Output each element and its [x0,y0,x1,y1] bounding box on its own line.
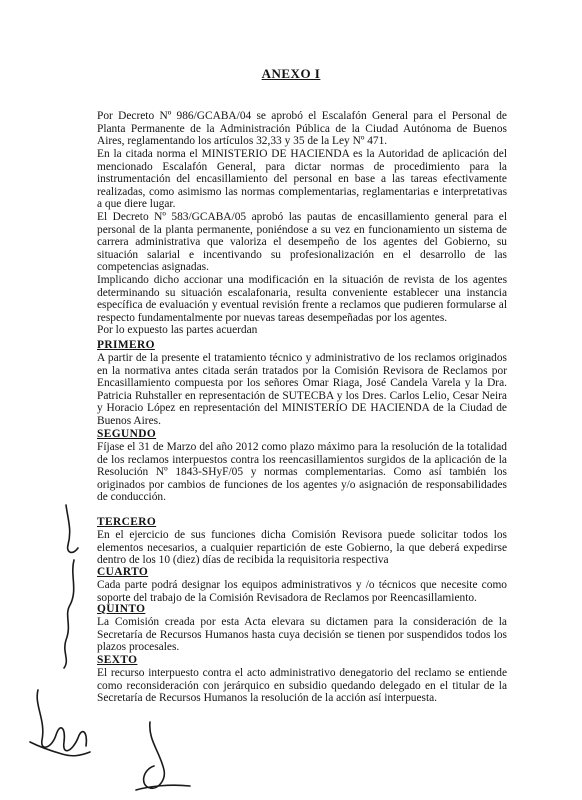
paragraph-ministerio-hacienda: En la citada norma el MINISTERIO DE HACIENDA es la Autoridad de aplicación del mencionado Escalafón General, para dictar normas de procedimiento para la instrumentación del encasillamiento del personal en base a las tareas efectivamente realizadas, como asimismo las normas complementarias, reglamentarias e interpretativas a que diere lugar. [97,148,507,211]
section-tercero-text: En el ejercicio de sus funciones dicha Comisión Revisora puede solicitar todos los elementos necesarios, a cualquier repartición de este Gobierno, la que deberá expedirse dentro de los 10 (diez) días de recibida la requisitoria respectiva [97,529,507,567]
section-segundo-text: Fíjase el 31 de Marzo del año 2012 como plazo máximo para la resolución de la totalidad de los reclamos interpuestos contra los reencasillamientos surgidos de la aplicación de la Resolución Nº 1843-SHyF/05 y normas complementarias. Como así también los originados por cambios de funciones de los agentes y/o asignación de responsabilidades de conducción. [97,441,507,504]
section-quinto-text: La Comisión creada por esta Acta elevara su dictamen para la consideración de la Secretaría de Recursos Humanos hasta cuya decisión se tienen por suspendidos todos los plazos procesales. [97,616,507,654]
section-cuarto-text: Cada parte podrá designar los equipos administrativos y /o técnicos que necesite como soporte del trabajo de la Comisión Revisadora de Reclamos por Reencasillamiento. [97,579,507,604]
heading-segundo: SEGUNDO [97,428,157,440]
paragraph-decreto-583: El Decreto Nº 583/GCABA/05 aprobó las pautas de encasillamiento general para el personal de la planta permanente, poniéndose a su vez en funcionamiento un sistema de carrera administrativa que valoriza el desempeño de los agentes del Gobierno, su situación salarial e incentivando su profesionalización en el desarrollo de las competencias asignadas. [97,211,507,274]
heading-sexto: SEXTO [97,654,138,666]
heading-cuarto: CUARTO [97,566,149,578]
section-primero-text: A partir de la presente el tratamiento técnico y administrativo de los reclamos originados en la normativa antes citada serán tratados por la Comisión Revisora de Reclamos por Encasillamiento compuesta por los señores Omar Riaga, José Candela Varela y la Dra. Patricia Ruhstaller en representación de SUTECBA y los Dres. Carlos Lelio, Cesar Neira y Horacio López en representación del MINISTERIO DE HACIENDA de la Ciudad de Buenos Aires. [97,352,507,427]
heading-quinto: QUINTO [97,603,146,615]
signature-mark-5 [144,722,165,788]
paragraph-implicando: Implicando dicho accionar una modificación en la situación de revista de los agentes determinando su situación escalafonaria, resulta conveniente establecer una instancia específica de evaluación y eventual revisión frente a reclamos que pudieren formularse al respecto fundamentalmente por nuevas tareas desempeñadas por los agentes. [97,274,507,324]
heading-primero: PRIMERO [97,339,155,351]
signature-mark-4 [30,742,90,756]
heading-tercero: TERCERO [97,516,157,528]
signature-mark-3 [37,690,86,751]
signature-mark-1 [66,505,78,552]
paragraph-decreto-986: Por Decreto Nº 986/GCABA/04 se aprobó el Escalafón General para el Personal de Planta Permanente de la Administración Pública de la Ciudad Autónoma de Buenos Aires, reglamentando los artículos 32,33 y 35 de la Ley Nº 471. [97,110,507,148]
paragraph-acuerdan: Por lo expuesto las partes acuerdan [97,324,258,336]
signature-mark-2 [64,560,74,668]
document-title: ANEXO I [261,66,321,81]
signature-mark-6 [136,785,190,790]
section-sexto-text: El recurso interpuesto contra el acto administrativo denegatorio del reclamo se entiende como reconsideración con jerárquico en subsidio quedando delegado en el titular de la Secretaría de Recursos Humanos la resolución de la acción así interpuesta. [97,667,507,705]
